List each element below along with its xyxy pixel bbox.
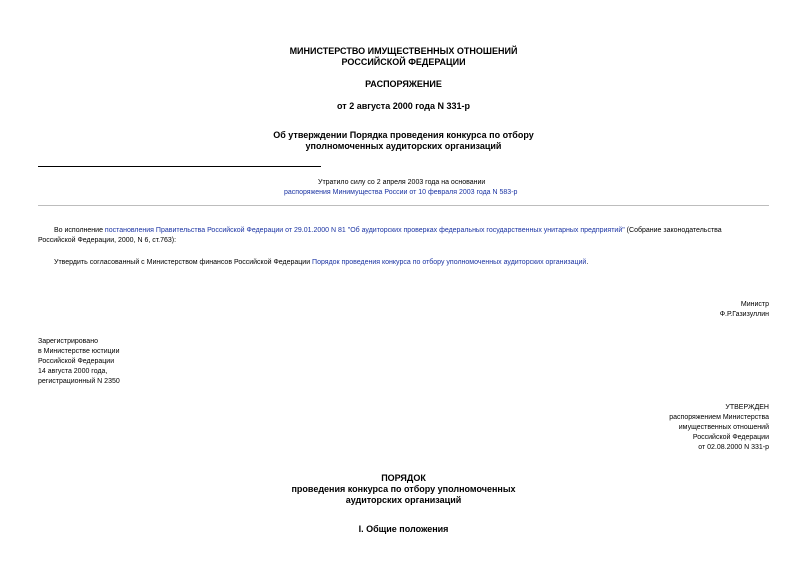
approval-line: Российской Федерации — [692, 434, 769, 441]
title-underline — [38, 166, 321, 167]
paragraph-2 — [54, 258, 588, 268]
repeal-order-link[interactable]: распоряжения Минимущества России от 10 февраля 2003 года N 583-р — [284, 189, 518, 196]
registration-block — [38, 337, 120, 387]
p2-suffix: . — [586, 259, 589, 266]
order-subtitle-line-2: аудиторских организаций — [345, 495, 462, 505]
order-title: ПОРЯДОК — [381, 473, 426, 483]
registration-line: 14 августа 2000 года, — [38, 368, 108, 375]
signature-position: Министр — [740, 301, 769, 308]
status-line: Утратило силу со 2 апреля 2003 года на основании — [318, 179, 486, 186]
paragraph-1-line-1 — [54, 226, 769, 236]
approval-line: распоряжением Министерства — [669, 414, 769, 421]
approval-line: УТВЕРЖДЕН — [725, 404, 769, 411]
registration-line: в Министерстве юстиции — [38, 348, 120, 355]
competition-order-link[interactable]: Порядок проведения конкурса по отбору уполномоченных аудиторских организаций — [312, 259, 587, 266]
registration-line: регистрационный N 2350 — [38, 378, 120, 385]
p1-suffix: (Собрание законодательства — [624, 227, 722, 234]
registration-line: Зарегистрировано — [38, 338, 98, 345]
doc-date: от 2 августа 2000 года N 331-р — [337, 101, 470, 111]
doc-title-line-1: Об утверждении Порядка проведения конкурса по отбору — [273, 130, 534, 140]
p1-prefix: Во исполнение — [54, 227, 105, 234]
approval-line: от 02.08.2000 N 331-р — [698, 444, 769, 451]
registration-line: Российской Федерации — [38, 358, 115, 365]
approval-block — [560, 403, 769, 453]
doc-title-line-2: уполномоченных аудиторских организаций — [305, 141, 502, 151]
p2-prefix: Утвердить согласованный с Министерством финансов Российской Федерации — [54, 259, 313, 266]
signature-name: Ф.Р.Газизуллин — [719, 311, 769, 318]
doc-type: РАСПОРЯЖЕНИЕ — [365, 79, 442, 89]
order-subtitle-line-1: проведения конкурса по отбору уполномоченных — [291, 484, 516, 494]
paragraph-1-line-2: Российской Федерации, 2000, N 6, ст.763): — [38, 237, 177, 244]
ministry-line-1: МИНИСТЕРСТВО ИМУЩЕСТВЕННЫХ ОТНОШЕНИЙ — [289, 46, 518, 56]
ministry-line-2: РОССИЙСКОЙ ФЕДЕРАЦИИ — [341, 57, 466, 67]
section-heading: I. Общие положения — [358, 524, 449, 534]
status-divider — [38, 205, 769, 206]
approval-line: имущественных отношений — [678, 424, 769, 431]
government-decree-link[interactable]: постановления Правительства Российской Федерации от 29.01.2000 N 81 "Об аудиторских проверках федеральных государственных унитарных предприятий" — [104, 227, 625, 234]
